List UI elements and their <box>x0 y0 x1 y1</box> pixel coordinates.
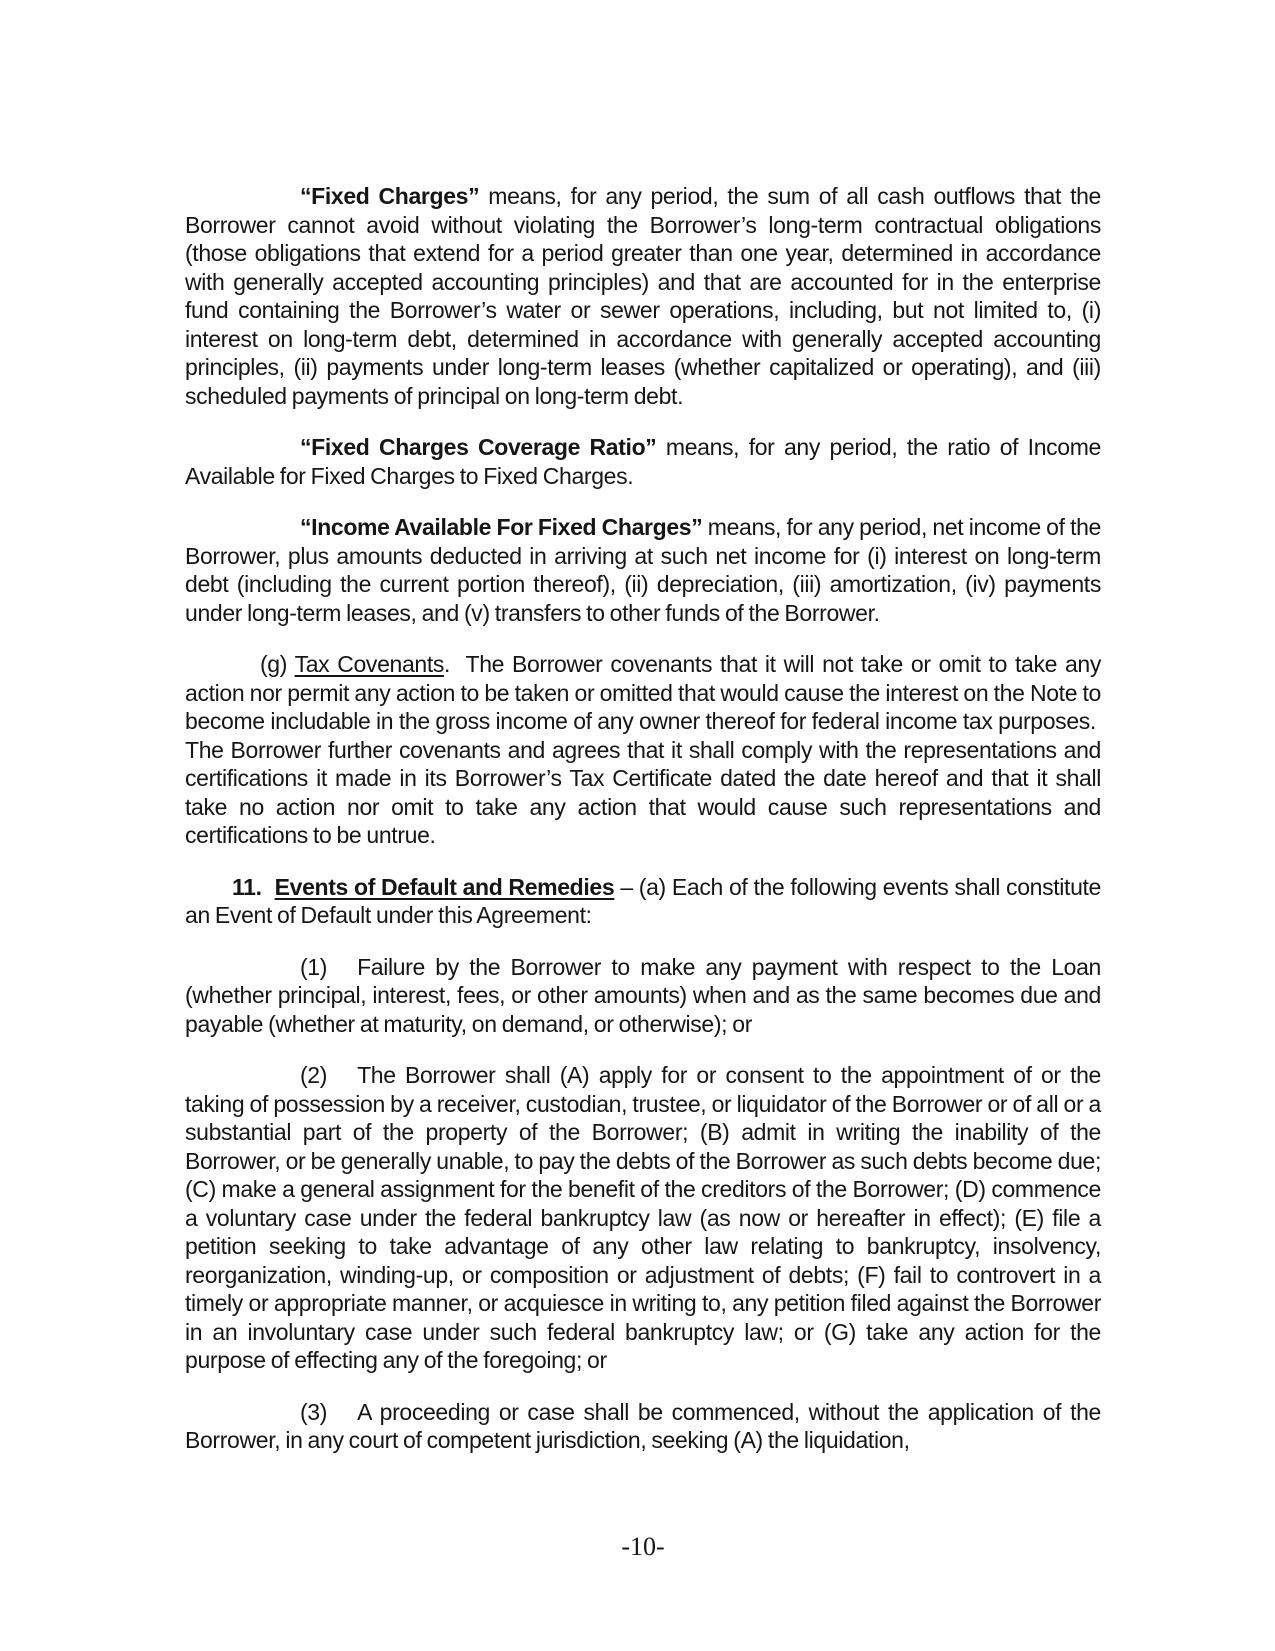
page-number: -10- <box>621 1532 665 1561</box>
para-default-event-3 <box>185 1398 1101 1455</box>
text-segment: (2) <box>300 1062 328 1088</box>
text-segment: “Fixed Charges” <box>300 183 480 209</box>
para-events-of-default-heading <box>185 873 1101 930</box>
text-segment: Failure by the Borrower to make any payment with respect to the Loan (whether principal, interest, fees, or other amounts) when and as the same becomes due and payable (whether at maturity, on demand, or otherwise); or <box>185 953 1101 1037</box>
text-segment: . The Borrower covenants that it will not take or omit to take any action nor permit any action to be taken or omitted that would cause the interest on the Note to become includable in the gross income of any owner thereof for federal income tax purposes. The Borrower further covenants and agrees that it shall comply with the representations and certifications it made in its Borrower’s Tax Certificate dated the date hereof and that it shall take no action nor omit to take any action that would cause such representations and certifications to be untrue. <box>185 651 1101 848</box>
para-income-available-definition <box>185 513 1101 627</box>
text-segment: means, for any period, the sum of all cash outflows that the Borrower cannot avoid without violating the Borrower’s long-term contractual obligations (those obligations that extend for a period greater than one year, determined in accordance with generally accepted accounting principles) and that are accounted for in the enterprise fund containing the Borrower’s water or sewer operations, including, but not limited to, (i) interest on long-term debt, determined in accordance with generally accepted accounting principles, (ii) payments under long-term leases (whether capitalized or operating), and (iii) scheduled payments of principal on long-term debt. <box>185 183 1101 409</box>
text-segment: (3) <box>300 1398 328 1425</box>
document-body <box>185 182 1101 1478</box>
text-segment: 11. <box>232 873 262 900</box>
text-segment: means, for any period, net income of the Borrower, plus amounts deducted in arriving at such net income for (i) interest on long-term debt (including the current portion thereof), (ii) depreciation, (iii) amortization, (iv) payments under long-term leases, and (v) transfers to other funds of the Borrower. <box>185 514 1101 626</box>
text-segment: A proceeding or case shall be commenced, without the application of the Borrower, in any court of competent jurisdiction, seeking (A) the liquidation, <box>185 1398 1101 1453</box>
para-fixed-charges-coverage-ratio-definition <box>185 433 1101 490</box>
text-segment: “Income Available For Fixed Charges” <box>300 514 703 540</box>
para-default-event-2 <box>185 1061 1101 1375</box>
text-segment: (1) <box>300 953 328 980</box>
text-segment: (g) <box>260 651 295 677</box>
para-default-event-1 <box>185 953 1101 1039</box>
text-segment: means, for any period, the ratio of Income Available for Fixed Charges to Fixed Charges. <box>185 434 1101 489</box>
text-segment: – (a) Each of the following events shall constitute an Event of Default under this Agreement: <box>185 873 1101 928</box>
text-segment: Events of Default and Remedies <box>274 873 615 900</box>
text-segment: “Fixed Charges Coverage Ratio” <box>300 434 657 460</box>
para-fixed-charges-definition <box>185 182 1101 410</box>
text-segment: Tax Covenants <box>294 651 445 677</box>
para-tax-covenants <box>185 650 1101 850</box>
text-segment: The Borrower shall (A) apply for or consent to the appointment of or the taking of possession by a receiver, custodian, trustee, or liquidator of the Borrower or of all or a substantial part of the property of the Borrower; (B) admit in writing the inability of the Borrower, or be generally unable, to pay the debts of the Borrower as such debts become due; (C) make a general assignment for the benefit of the creditors of the Borrower; (D) commence a voluntary case under the federal bankruptcy law (as now or hereafter in effect); (E) file a petition seeking to take advantage of any other law relating to bankruptcy, insolvency, reorganization, winding-up, or composition or adjustment of debts; (F) fail to controvert in a timely or appropriate manner, or acquiesce in writing to, any petition filed against the Borrower in an involuntary case under such federal bankruptcy law; or (G) take any action for the purpose of effecting any of the foregoing; or <box>185 1062 1101 1373</box>
